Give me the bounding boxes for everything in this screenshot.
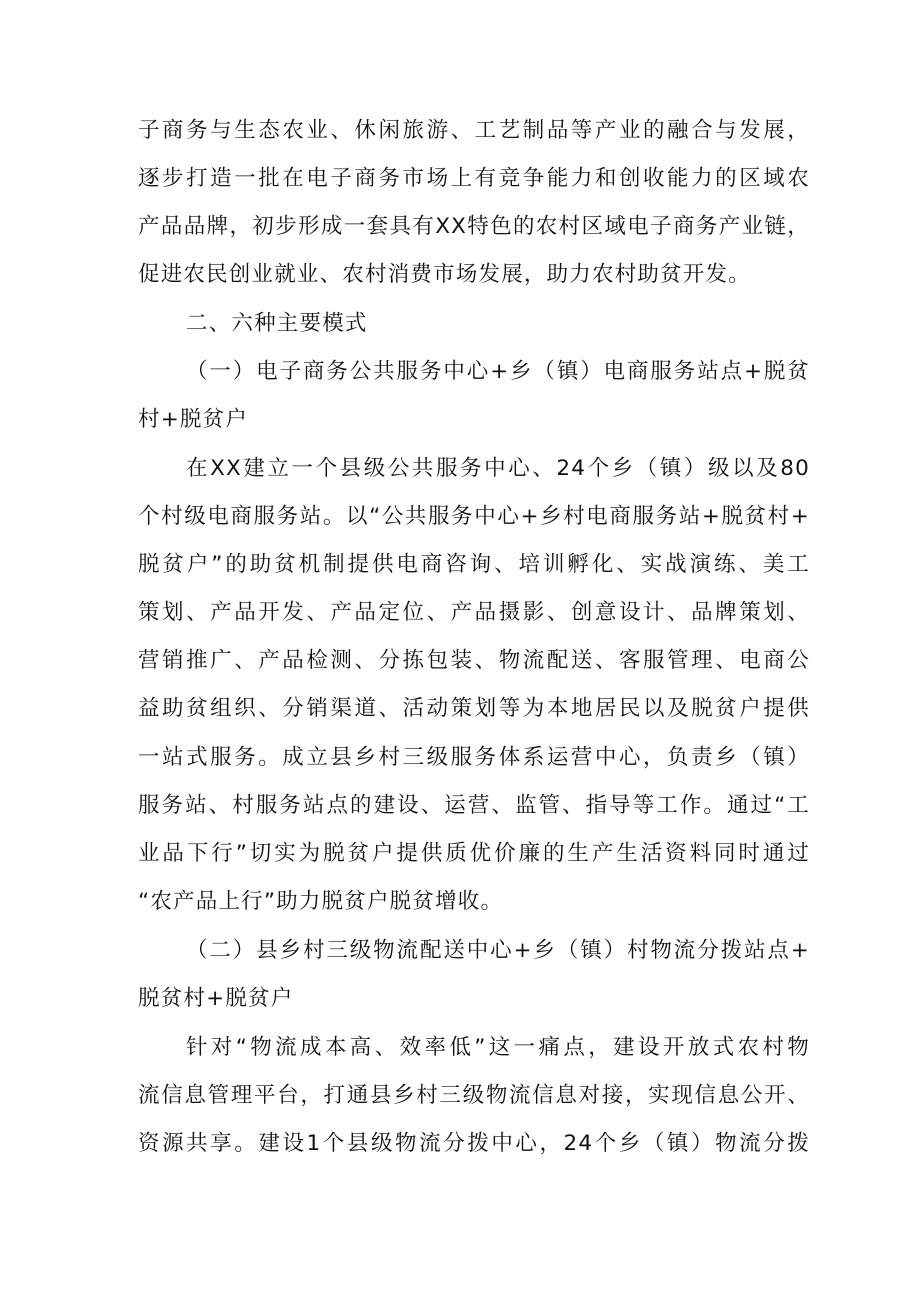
subsection-heading: （一）电子商务公共服务中心+乡（镇）电商服务站点+脱贫 [186,359,810,384]
body-text-line: 针对“物流成本高、效率低”这一痛点，建设开放式农村物 [186,1035,810,1060]
subsection-heading-continued: 村+脱贫户 [138,407,249,432]
body-text-line: 一站式服务。成立县乡村三级服务体系运营中心，负责乡（镇） [138,745,810,770]
subsection-heading: （二）县乡村三级物流配送中心+乡（镇）村物流分拨站点+ [186,938,810,963]
body-text-line: 子商务与生态农业、休闲旅游、工艺制品等产业的融合与发展， [138,118,810,143]
subsection-heading-continued: 脱贫村+脱贫户 [138,986,294,1011]
body-text-line: 逐步打造一批在电子商务市场上有竞争能力和创收能力的区域农 [138,166,810,191]
body-text-line: 业品下行”切实为脱贫户提供质优价廉的生产生活资料同时通过 [138,841,810,866]
body-text-line: 营销推广、产品检测、分拣包装、物流配送、客服管理、电商公 [138,648,810,673]
body-text-line: 促进农民创业就业、农村消费市场发展，助力农村助贫开发。 [138,262,751,287]
body-text-line: “农产品上行”助力脱贫户脱贫增收。 [138,889,504,914]
body-text-line: 服务站、村服务站点的建设、运营、监管、指导等工作。通过“工 [138,793,810,818]
section-heading: 二、六种主要模式 [186,311,368,336]
body-text-line: 在XX建立一个县级公共服务中心、24个乡（镇）级以及80 [186,456,810,481]
body-text-line: 产品品牌，初步形成一套具有XX特色的农村区域电子商务产业链， [138,214,810,239]
body-text-line: 资源共享。建设1个县级物流分拨中心，24个乡（镇）物流分拨 [138,1131,810,1156]
body-text-line: 策划、产品开发、产品定位、产品摄影、创意设计、品牌策划、 [138,600,810,625]
body-text-line: 个村级电商服务站。以“公共服务中心+乡村电商服务站+脱贫村+ [138,504,810,529]
body-text-line: 益助贫组织、分销渠道、活动策划等为本地居民以及脱贫户提供 [138,696,810,721]
body-text-line: 流信息管理平台，打通县乡村三级物流信息对接，实现信息公开、 [138,1083,810,1108]
body-text-line: 脱贫户”的助贫机制提供电商咨询、培训孵化、实战演练、美工 [138,552,810,577]
